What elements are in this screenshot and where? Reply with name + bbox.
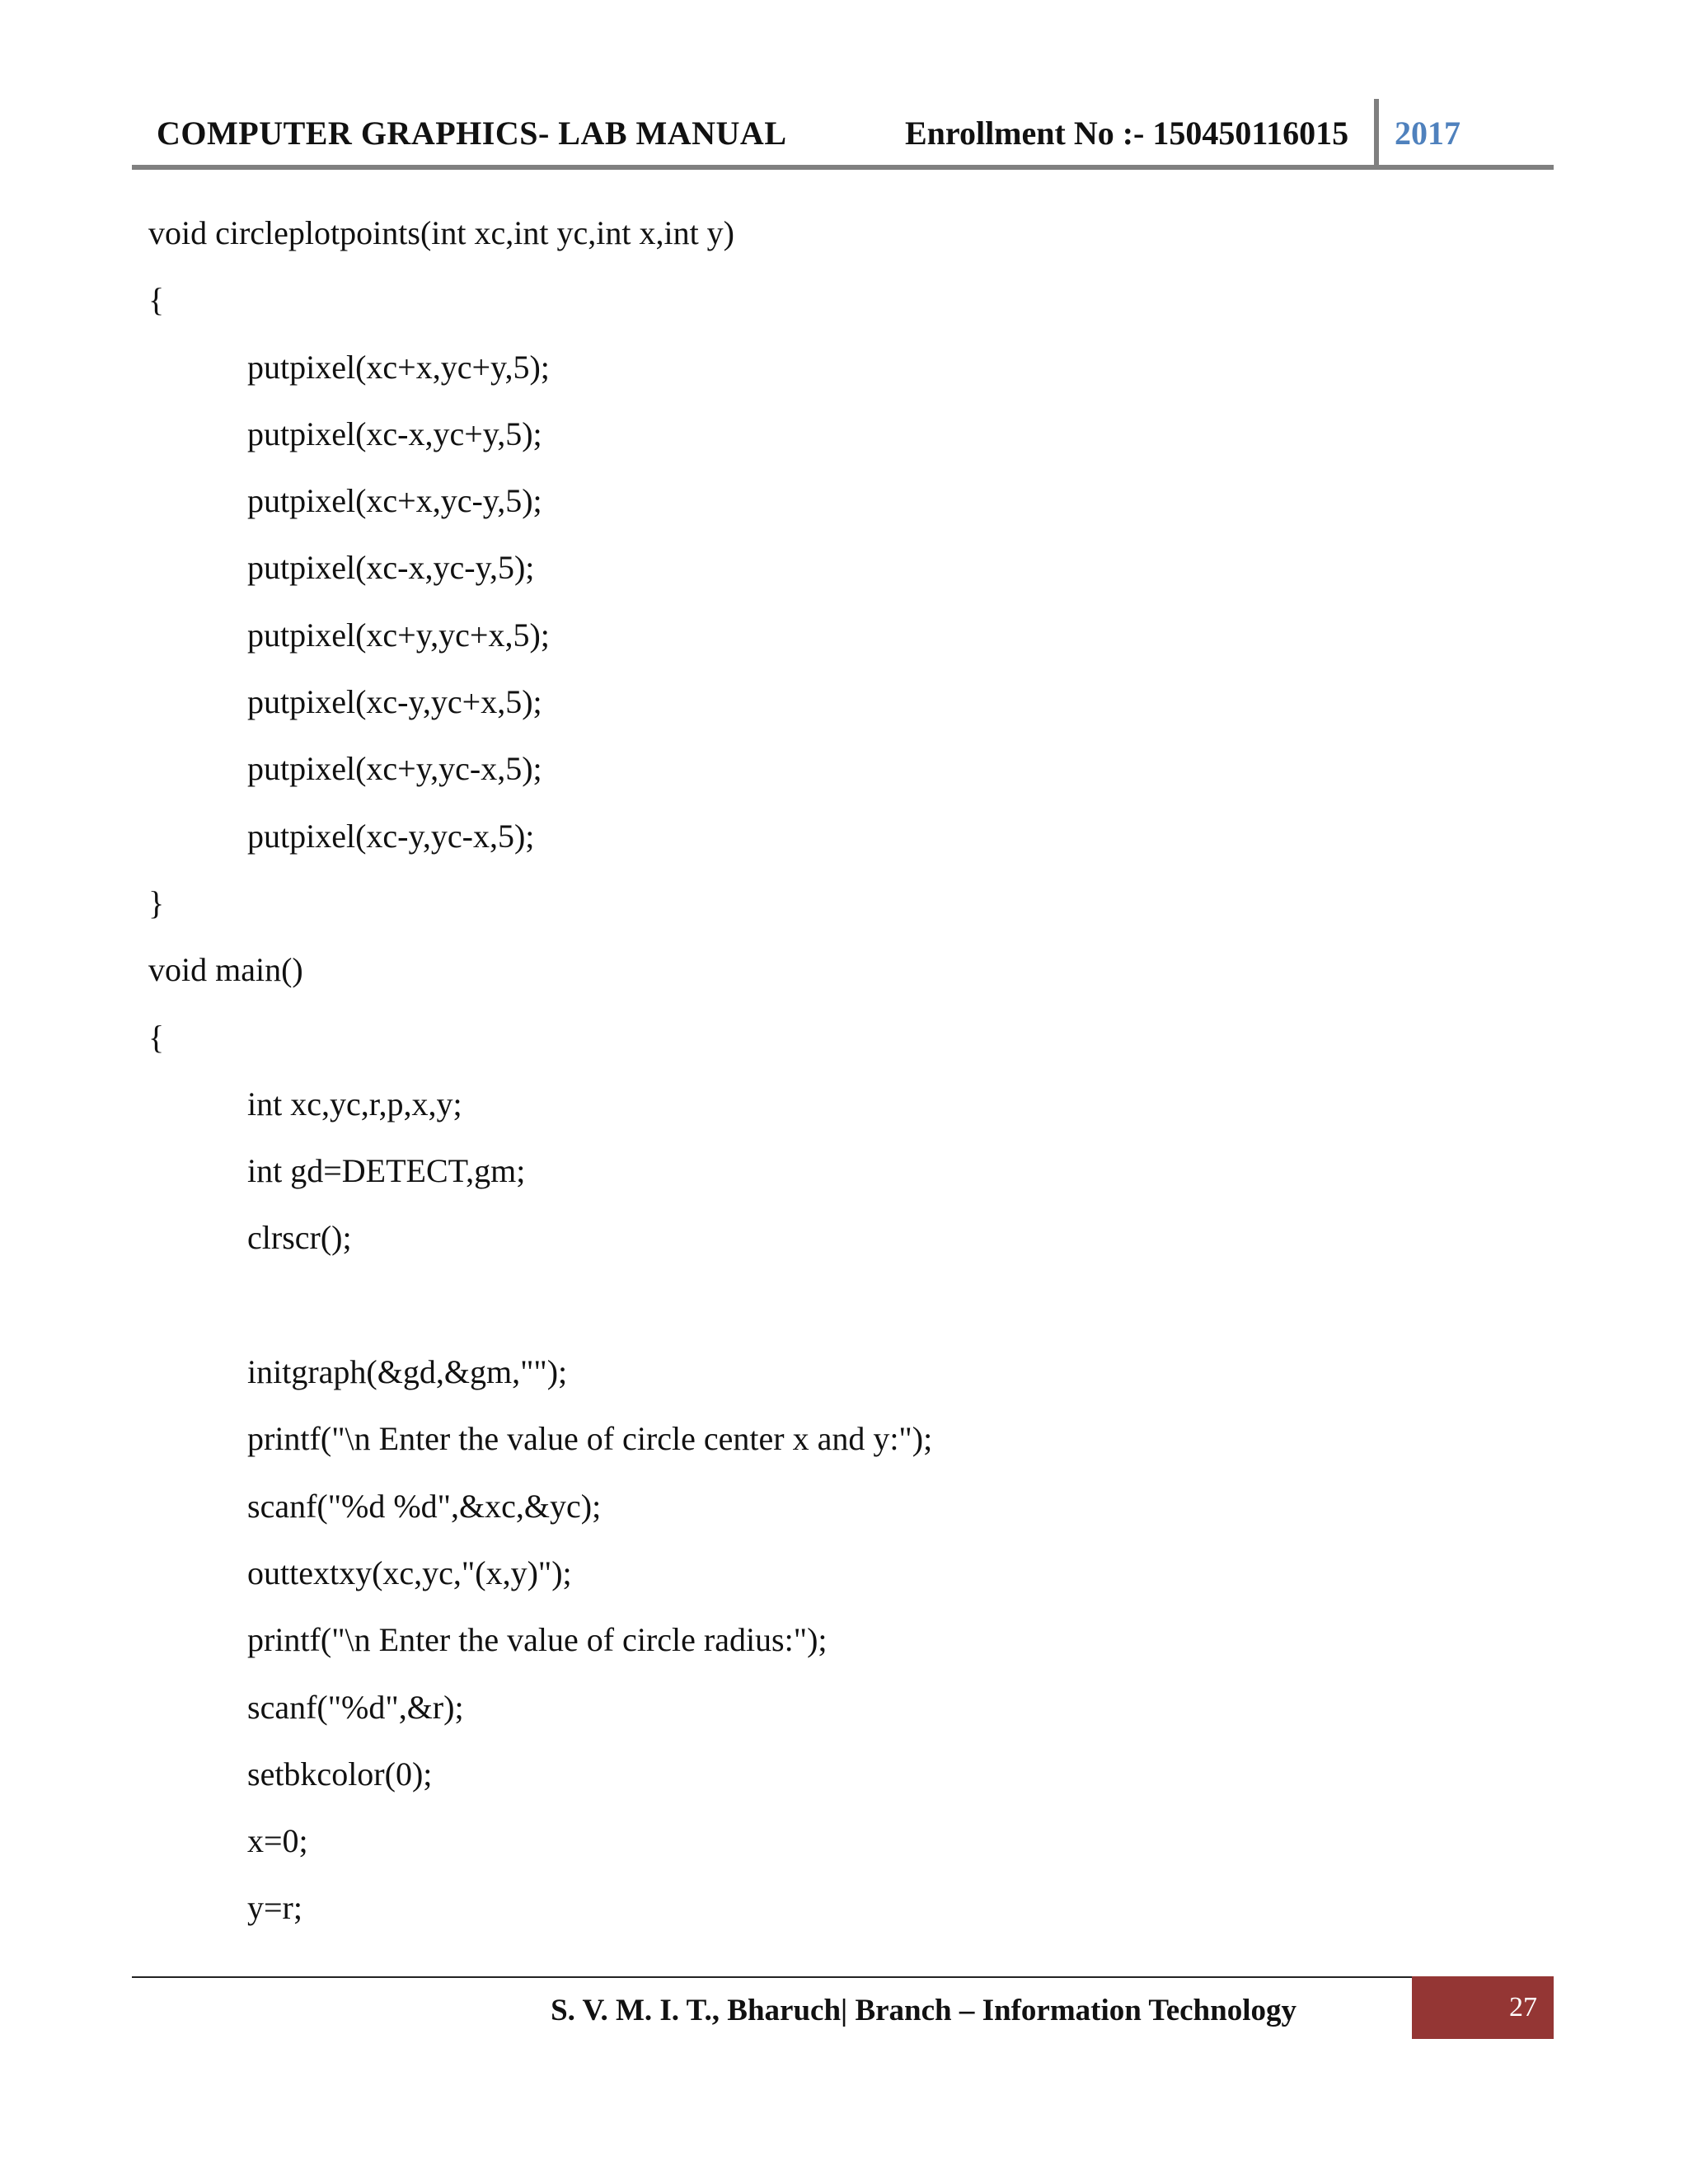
footer-rule [132, 1976, 1412, 1978]
page-number: 27 [1412, 1976, 1554, 2039]
code-line: int gd=DETECT,gm; [247, 1152, 526, 1190]
code-line: putpixel(xc-x,yc+y,5); [247, 415, 542, 452]
header-year: 2017 [1395, 115, 1461, 152]
code-line: void circleplotpoints(int xc,int yc,int x,int y) [148, 214, 734, 251]
code-listing [148, 206, 1550, 1948]
page-header [132, 97, 1554, 173]
footer-institution: S. V. M. I. T., Bharuch| Branch – Information Technology [551, 1994, 1296, 2027]
code-line: { [148, 281, 165, 319]
header-rule [132, 165, 1554, 170]
code-line: } [148, 883, 165, 921]
code-line: clrscr(); [247, 1219, 352, 1257]
code-line: putpixel(xc-x,yc-y,5); [247, 549, 535, 587]
code-line: initgraph(&gd,&gm,""); [247, 1353, 568, 1391]
code-line: printf("\n Enter the value of circle radius:"); [247, 1621, 828, 1659]
enrollment-number: Enrollment No :- 150450116015 [905, 115, 1349, 152]
code-line: setbkcolor(0); [247, 1755, 433, 1793]
manual-title: COMPUTER GRAPHICS- LAB MANUAL [157, 115, 787, 152]
code-line: putpixel(xc+y,yc-x,5); [247, 750, 542, 788]
header-divider [1374, 99, 1379, 166]
code-line: printf("\n Enter the value of circle center x and y:"); [247, 1420, 933, 1458]
code-line: scanf("%d %d",&xc,&yc); [247, 1487, 602, 1525]
code-line: putpixel(xc+x,yc-y,5); [247, 482, 542, 520]
code-line: putpixel(xc-y,yc-x,5); [247, 817, 535, 855]
code-line: putpixel(xc+x,yc+y,5); [247, 348, 550, 386]
code-line: y=r; [247, 1889, 302, 1927]
code-line: putpixel(xc+y,yc+x,5); [247, 616, 550, 654]
code-line [148, 1278, 1550, 1345]
code-line: scanf("%d",&r); [247, 1688, 464, 1726]
code-line: { [148, 1018, 165, 1056]
code-line: outtextxy(xc,yc,"(x,y)"); [247, 1554, 572, 1591]
code-line: int xc,yc,r,p,x,y; [247, 1085, 462, 1122]
code-line: void main() [148, 951, 303, 989]
page-footer [132, 1976, 1554, 2042]
code-line: x=0; [247, 1822, 308, 1860]
code-line: putpixel(xc-y,yc+x,5); [247, 683, 542, 721]
